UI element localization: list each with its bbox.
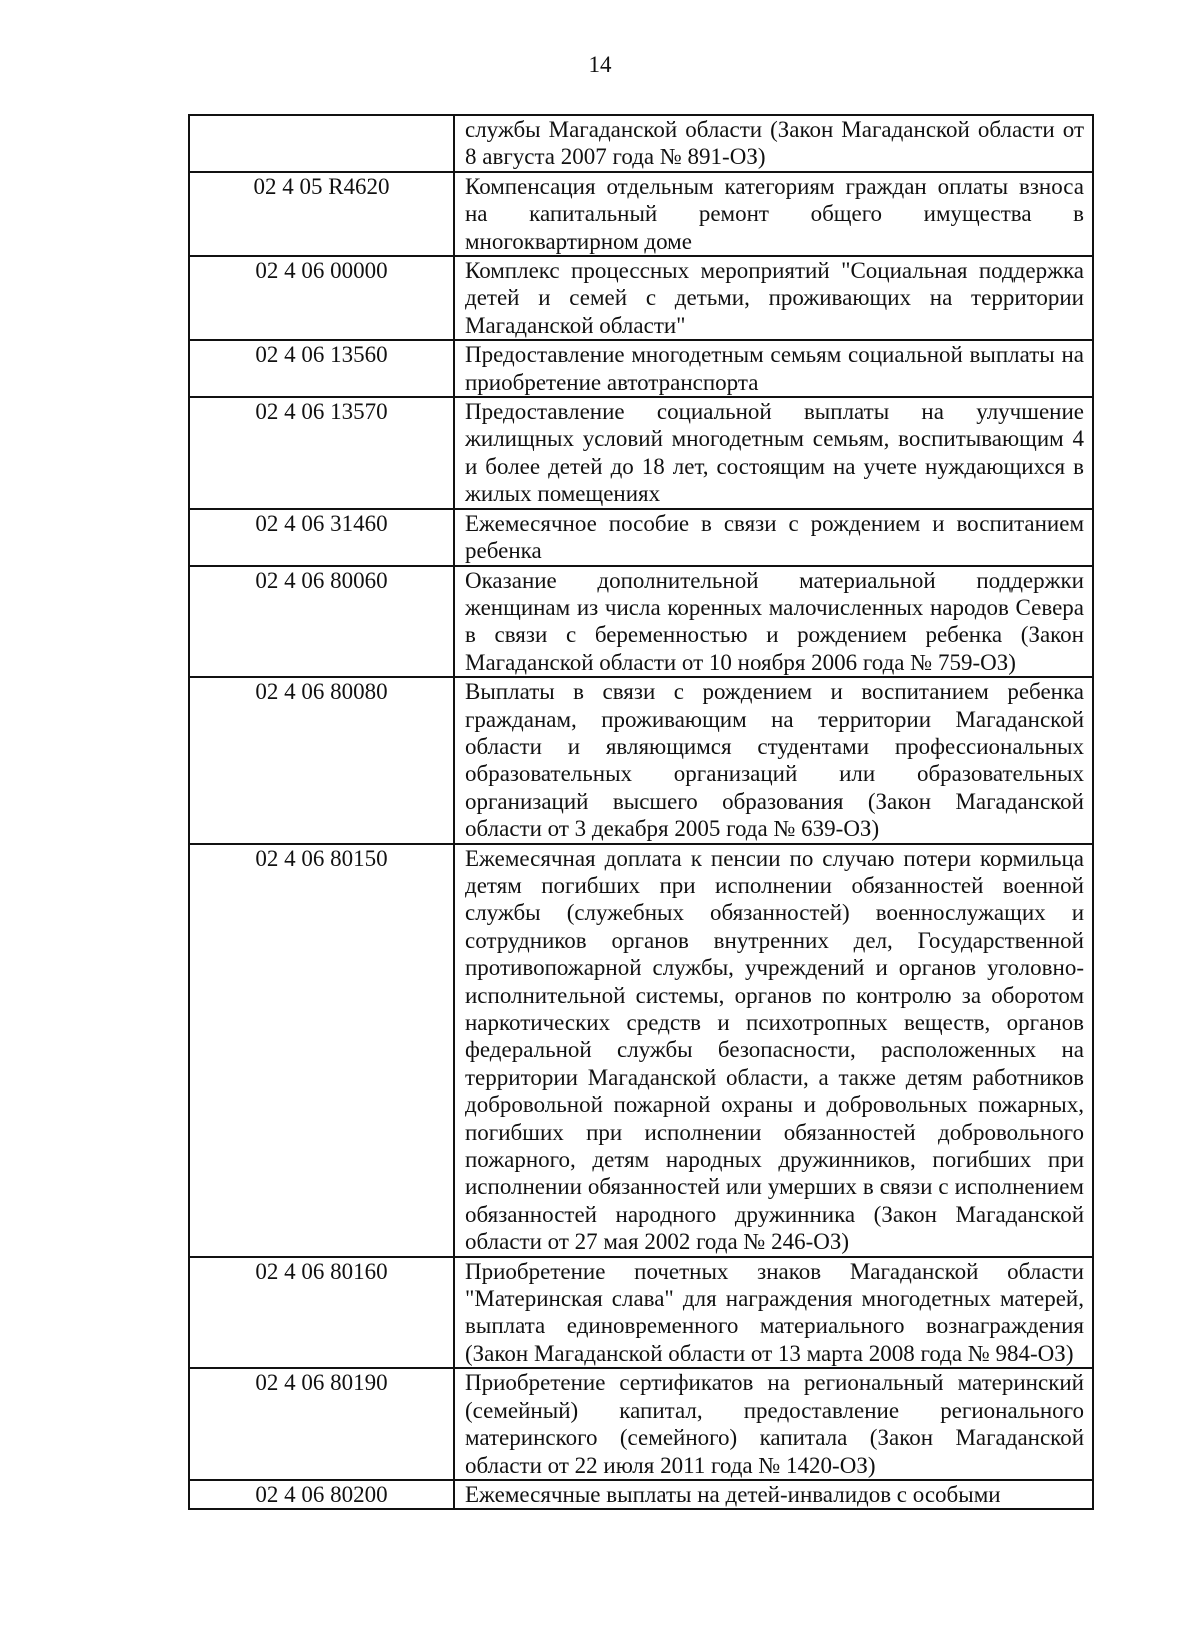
table-row (189, 256, 1093, 340)
table-row (189, 566, 1093, 678)
description-cell: Ежемесячное пособие в связи с рождением и воспитанием ребенка (454, 509, 1093, 566)
description-cell: Компенсация отдельным категориям граждан оплаты взноса на капитальный ремонт общего имущества в многоквартирном доме (454, 172, 1093, 256)
code-cell: 02 4 05 R4620 (189, 172, 454, 256)
description-cell: Ежемесячная доплата к пенсии по случаю потери кормильца детям погибших при исполнении обязанностей военной службы (служебных обязанностей) военнослужащих и сотрудников органов внутренних дел, Государственной противопожарной службы, учреждений и органов уголовно-исполнительной системы, органов по контролю за оборотом наркотических средств и психотропных веществ, органов федеральной службы безопасности, расположенных на территории Магаданской области, а также детям работников добровольной пожарной охраны и добровольных пожарных, погибших при исполнении обязанностей добровольного пожарного, детям народных дружинников, погибших при исполнении обязанностей или умерших в связи с исполнением обязанностей народного дружинника (Закон Магаданской области от 27 мая 2002 года № 246-ОЗ) (454, 844, 1093, 1257)
page-number: 14 (588, 52, 612, 77)
code-cell (189, 115, 454, 172)
code-cell: 02 4 06 80190 (189, 1368, 454, 1480)
code-cell: 02 4 06 80080 (189, 677, 454, 843)
description-cell: Комплекс процессных мероприятий "Социальная поддержка детей и семей с детьми, проживающих на территории Магаданской области" (454, 256, 1093, 340)
description-cell: Оказание дополнительной материальной поддержки женщинам из числа коренных малочисленных народов Севера в связи с беременностью и рождением ребенка (Закон Магаданской области от 10 ноября 2006 года № 759-ОЗ) (454, 566, 1093, 678)
table-row (189, 1257, 1093, 1369)
code-cell: 02 4 06 80200 (189, 1480, 454, 1509)
description-cell: Предоставление многодетным семьям социальной выплаты на приобретение автотранспорта (454, 340, 1093, 397)
table-row (189, 1368, 1093, 1480)
table-row (189, 1480, 1093, 1509)
table-row (189, 677, 1093, 843)
table-row (189, 844, 1093, 1257)
code-cell: 02 4 06 31460 (189, 509, 454, 566)
description-cell: службы Магаданской области (Закон Магаданской области от 8 августа 2007 года № 891-ОЗ) (454, 115, 1093, 172)
description-cell: Ежемесячные выплаты на детей-инвалидов с особыми (454, 1480, 1093, 1509)
code-cell: 02 4 06 80060 (189, 566, 454, 678)
description-cell: Предоставление социальной выплаты на улучшение жилищных условий многодетным семьям, воспитывающим 4 и более детей до 18 лет, состоящим на учете нуждающихся в жилых помещениях (454, 397, 1093, 509)
budget-classification-table (188, 114, 1094, 1510)
table-row (189, 172, 1093, 256)
description-cell: Выплаты в связи с рождением и воспитанием ребенка гражданам, проживающим на территории Магаданской области и являющимся студентами профессиональных образовательных организаций или образовательных организаций высшего образования (Закон Магаданской области от 3 декабря 2005 года № 639-ОЗ) (454, 677, 1093, 843)
description-cell: Приобретение почетных знаков Магаданской области "Материнская слава" для награждения многодетных матерей, выплата единовременного материального вознаграждения (Закон Магаданской области от 13 марта 2008 года № 984-ОЗ) (454, 1257, 1093, 1369)
code-cell: 02 4 06 80160 (189, 1257, 454, 1369)
table-row (189, 340, 1093, 397)
table-row (189, 509, 1093, 566)
table-row (189, 115, 1093, 172)
code-cell: 02 4 06 80150 (189, 844, 454, 1257)
code-cell: 02 4 06 13570 (189, 397, 454, 509)
code-cell: 02 4 06 13560 (189, 340, 454, 397)
code-cell: 02 4 06 00000 (189, 256, 454, 340)
description-cell: Приобретение сертификатов на региональный материнский (семейный) капитал, предоставление регионального материнского (семейного) капитала (Закон Магаданской области от 22 июля 2011 года № 1420-ОЗ) (454, 1368, 1093, 1480)
table-row (189, 397, 1093, 509)
